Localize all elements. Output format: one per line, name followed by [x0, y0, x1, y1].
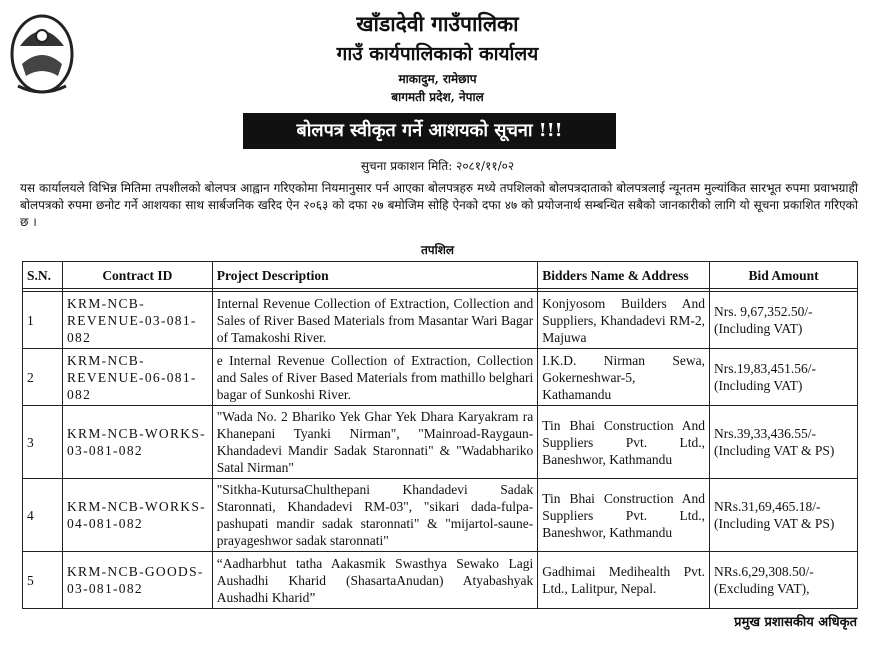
header-contract-id: Contract ID [62, 262, 212, 289]
table-row [23, 406, 858, 479]
row-contract-id: KRM-NCB-REVENUE-03-081-082 [62, 292, 212, 349]
schedule-label: तपशिल [420, 243, 455, 257]
row-description: Internal Revenue Collection of Extraction, Collection and Sales of River Based Materials from Masantar Wari Bagar of Tamakoshi River. [212, 292, 537, 349]
row-description: "Wada No. 2 Bhariko Yek Ghar Yek Dhara Karyakram ra Khanepani Tyanki Nirman", "Mainroad-Raygaun-Khandadevi Mandir Sadak Staronnati" & "Wadabhariko Satal Nirman" [212, 406, 537, 479]
row-sn: 5 [23, 552, 63, 609]
row-contract-id: KRM-NCB-REVENUE-06-081-082 [62, 349, 212, 406]
row-contract-id: KRM-NCB-GOODS-03-081-082 [62, 552, 212, 609]
row-sn: 4 [23, 479, 63, 552]
address-line-2: बागमती प्रदेश, नेपाल [391, 90, 484, 104]
signatory-title: प्रमुख प्रशासकीय अधिकृत [734, 615, 857, 630]
row-bidder: Konjyosom Builders And Suppliers, Khandadevi RM-2, Majuwa [538, 292, 710, 349]
notice-intro-paragraph: यस कार्यालयले विभिन्न मितिमा तपशीलको बोलपत्र आह्वान गरिएकोमा नियमानुसार पर्न आएका बोलपत्रहरु मध्ये तपशिलको बोलपत्रदाताको बोलपत्रलाई न्यूनतम मुल्यांकित सारभूत रुपमा प्रवाभग्राही बोलपत्रको रुपमा छनोट गर्ने आशयका साथ सार्बजनिक खरिद ऐन २०६३ को दफा २७ बमोजिम सोहि ऐनको दफा ४७ को प्रयोजनार्थ सम्बन्धित सबैको जानकारीको लागि यो सूचना प्रकाशित गरिएको छ । [20, 181, 858, 229]
notice-header [0, 0, 875, 108]
table-header-row [23, 262, 858, 289]
table-row [23, 349, 858, 406]
notice-title-banner: बोलपत्र स्वीकृत गर्ने आशयको सूचना !!! [243, 113, 616, 149]
row-bidder: Gadhimai Medihealth Pvt. Ltd., Lalitpur, Nepal. [538, 552, 710, 609]
row-bidder: Tin Bhai Construction And Suppliers Pvt. Ltd., Baneshwor, Kathmandu [538, 406, 710, 479]
header-sn: S.N. [23, 262, 63, 289]
address-line-1: माकादुम, रामेछाप [398, 72, 477, 86]
row-sn: 3 [23, 406, 63, 479]
header-bid-amount: Bid Amount [710, 262, 858, 289]
bid-table [22, 261, 858, 609]
row-description: e Internal Revenue Collection of Extraction, Collection and Sales of River Based Materials from mathillo belghari bagar of Sunkoshi River. [212, 349, 537, 406]
row-bidder: Tin Bhai Construction And Suppliers Pvt. Ltd., Baneshwor, Kathmandu [538, 479, 710, 552]
table-row [23, 292, 858, 349]
row-sn: 1 [23, 292, 63, 349]
row-description: "Sitkha-KutursaChulthepani Khandadevi Sadak Staronnati, Khandadevi RM-03", "sikari dada-fulpa-pashupati mandir sadak staronnati" & "mijartol-saune-prayageshwor sadak staronnati" [212, 479, 537, 552]
row-contract-id: KRM-NCB-WORKS-03-081-082 [62, 406, 212, 479]
row-amount: Nrs.39,33,436.55/- (Including VAT & PS) [710, 406, 858, 479]
publish-date: सुचना प्रकाशन मिति: २०८१/११/०२ [360, 159, 515, 173]
row-amount: Nrs.19,83,451.56/- (Including VAT) [710, 349, 858, 406]
table-row [23, 479, 858, 552]
table-row [23, 552, 858, 609]
row-amount: NRs.31,69,465.18/- (Including VAT & PS) [710, 479, 858, 552]
org-name: खाँडादेवी गाउँपालिका [356, 11, 519, 36]
row-bidder: I.K.D. Nirman Sewa, Gokerneshwar-5, Kathamandu [538, 349, 710, 406]
row-contract-id: KRM-NCB-WORKS-04-081-082 [62, 479, 212, 552]
header-bidder: Bidders Name & Address [538, 262, 710, 289]
row-sn: 2 [23, 349, 63, 406]
row-amount: NRs.6,29,308.50/- (Excluding VAT), [710, 552, 858, 609]
office-name: गाउँ कार्यपालिकाको कार्यालय [336, 43, 539, 65]
header-project-description: Project Description [212, 262, 537, 289]
row-amount: Nrs. 9,67,352.50/- (Including VAT) [710, 292, 858, 349]
row-description: “Aadharbhut tatha Aakasmik Swasthya Sewako Lagi Aushadhi Kharid (ShasartaAnudan) Atyabashyak Aushadhi Kharid” [212, 552, 537, 609]
